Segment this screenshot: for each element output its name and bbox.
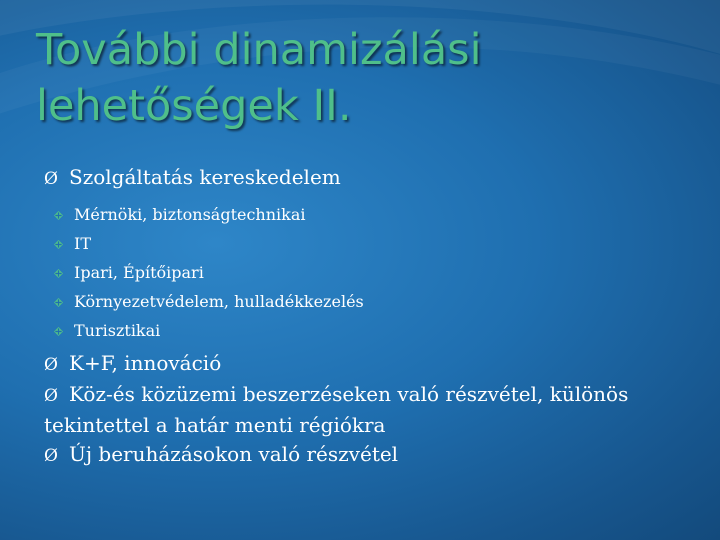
sub-bullet-item	[44, 200, 684, 229]
diamond-cross-icon	[54, 240, 63, 249]
arrow-bullet-icon: Ø	[44, 446, 58, 466]
diamond-cross-icon	[54, 269, 63, 278]
slide-title	[36, 22, 686, 134]
bullet-list	[44, 163, 684, 471]
title-line-1: További dinamizálási	[36, 25, 482, 75]
sub-bullet-text: IT	[74, 234, 91, 253]
sub-bullet-item	[44, 287, 684, 316]
bullet-item	[44, 349, 684, 380]
bullet-text: Köz-és közüzemi beszerzéseken való részvétel, különös tekintettel a határ menti régiókra	[44, 382, 629, 437]
sub-bullet-text: Turisztikai	[74, 321, 161, 340]
bullet-item	[44, 380, 684, 440]
title-line-2: lehetőségek II.	[36, 81, 352, 131]
diamond-cross-icon	[54, 298, 63, 307]
arrow-bullet-icon: Ø	[44, 355, 58, 375]
arrow-bullet-icon: Ø	[44, 169, 58, 189]
arrow-bullet-icon: Ø	[44, 386, 58, 406]
sub-bullet-item	[44, 258, 684, 287]
bullet-item	[44, 163, 684, 194]
bullet-item	[44, 440, 684, 471]
sub-bullet-text: Ipari, Építőipari	[74, 263, 204, 282]
bullet-text: Szolgáltatás kereskedelem	[69, 165, 341, 189]
bullet-text: K+F, innováció	[69, 351, 222, 375]
diamond-cross-icon	[54, 327, 63, 336]
diamond-cross-icon	[54, 211, 63, 220]
sub-bullet-item	[44, 229, 684, 258]
sub-bullet-list	[44, 200, 684, 345]
sub-bullet-text: Környezetvédelem, hulladékkezelés	[74, 292, 364, 311]
sub-bullet-text: Mérnöki, biztonságtechnikai	[74, 205, 306, 224]
bullet-text: Új beruházásokon való részvétel	[69, 442, 399, 466]
sub-bullet-item	[44, 316, 684, 345]
